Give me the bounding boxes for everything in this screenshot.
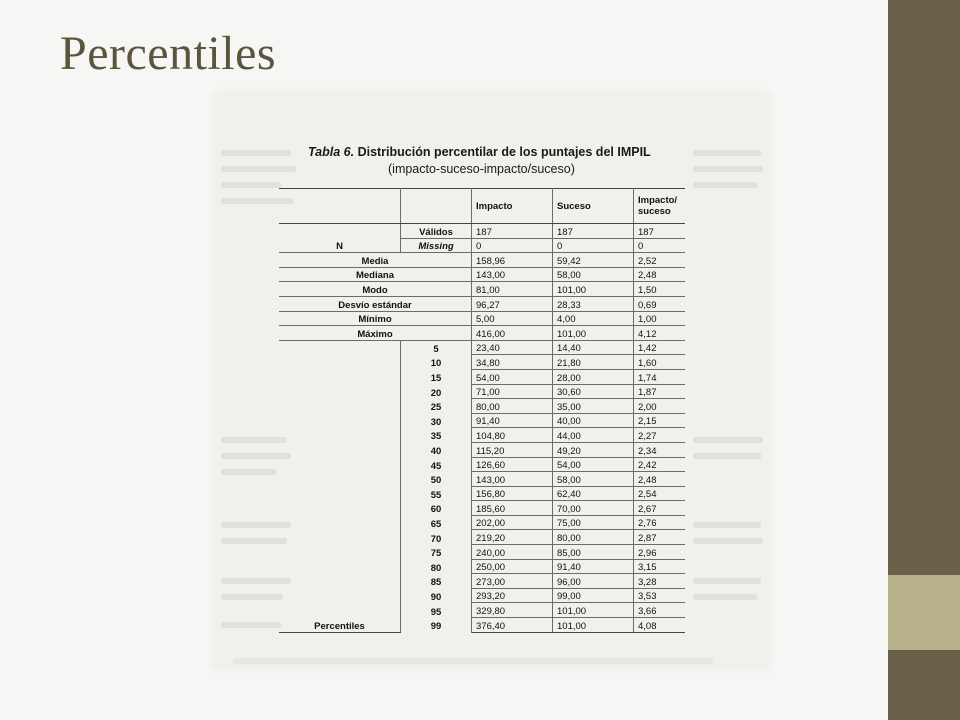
percentile-rank: 25 (401, 399, 472, 414)
cell-value: 2,42 (634, 457, 686, 472)
cell-value: 416,00 (472, 326, 553, 341)
slide-title: Percentiles (60, 27, 277, 80)
cell-value: 30,60 (553, 384, 634, 399)
cell-value: 21,80 (553, 355, 634, 370)
percentile-rank: 55 (401, 486, 472, 501)
percentile-rank: 95 (401, 603, 472, 618)
cell-value: 3,66 (634, 603, 686, 618)
cell-value: 250,00 (472, 559, 553, 574)
percentile-rank: 70 (401, 530, 472, 545)
cell-value: 35,00 (553, 399, 634, 414)
cell-value: 91,40 (553, 559, 634, 574)
percentile-rank: 80 (401, 559, 472, 574)
cell-value: 126,60 (472, 457, 553, 472)
cell-value: 2,48 (634, 472, 686, 487)
header-col-blank (279, 189, 401, 224)
cell-value: 14,40 (553, 340, 634, 355)
table-row-stat (279, 282, 685, 297)
stat-label: Media (279, 253, 472, 268)
stat-label: Modo (279, 282, 472, 297)
cell-value: 40,00 (553, 413, 634, 428)
cell-value: 187 (472, 224, 553, 239)
cell-value: 28,00 (553, 369, 634, 384)
cell-value: 0,69 (634, 296, 686, 311)
validos-label: Válidos (401, 224, 472, 239)
table-row-stat (279, 253, 685, 268)
cell-value: 4,08 (634, 618, 686, 633)
cell-value: 28,33 (553, 296, 634, 311)
percentile-rank: 50 (401, 472, 472, 487)
table-caption (308, 144, 708, 178)
percentile-rank: 35 (401, 428, 472, 443)
cell-value: 101,00 (553, 282, 634, 297)
cell-value: 101,00 (553, 326, 634, 341)
percentile-rank: 20 (401, 384, 472, 399)
cell-value: 59,42 (553, 253, 634, 268)
cell-value: 101,00 (553, 603, 634, 618)
cell-value: 80,00 (553, 530, 634, 545)
cell-value: 185,60 (472, 501, 553, 516)
cell-value: 81,00 (472, 282, 553, 297)
stat-label: Desvío estándar (279, 296, 472, 311)
cell-value: 85,00 (553, 545, 634, 560)
cell-value: 3,15 (634, 559, 686, 574)
header-col-blank-2 (401, 189, 472, 224)
cell-value: 2,34 (634, 442, 686, 457)
missing-label: Missing (401, 238, 472, 253)
stat-label: Mediana (279, 267, 472, 282)
cell-value: 1,42 (634, 340, 686, 355)
cell-value: 2,00 (634, 399, 686, 414)
table-caption-subtitle: (impacto-suceso-impacto/suceso) (388, 162, 575, 176)
percentile-rank: 75 (401, 545, 472, 560)
cell-value: 2,67 (634, 501, 686, 516)
percentile-rank: 60 (401, 501, 472, 516)
side-accent-bar-bottom (888, 650, 960, 720)
header-impacto: Impacto (472, 189, 553, 224)
cell-value: 2,15 (634, 413, 686, 428)
cell-value: 101,00 (553, 618, 634, 633)
percentile-rank: 99 (401, 618, 472, 633)
cell-value: 1,60 (634, 355, 686, 370)
cell-value: 202,00 (472, 515, 553, 530)
percentile-rank: 85 (401, 574, 472, 589)
percentile-table (279, 188, 685, 633)
cell-value: 54,00 (553, 457, 634, 472)
cell-value: 23,40 (472, 340, 553, 355)
cell-value: 2,27 (634, 428, 686, 443)
percentile-rank: 65 (401, 515, 472, 530)
table-row-stat (279, 296, 685, 311)
cell-value: 143,00 (472, 267, 553, 282)
cell-value: 2,87 (634, 530, 686, 545)
cell-value: 156,80 (472, 486, 553, 501)
percentiles-label: Percentiles (279, 340, 401, 632)
cell-value: 91,40 (472, 413, 553, 428)
cell-value: 34,80 (472, 355, 553, 370)
table-header-row (279, 189, 685, 224)
cell-value: 240,00 (472, 545, 553, 560)
cell-value: 3,53 (634, 588, 686, 603)
cell-value: 75,00 (553, 515, 634, 530)
cell-value: 96,27 (472, 296, 553, 311)
cell-value: 44,00 (553, 428, 634, 443)
percentile-rank: 90 (401, 588, 472, 603)
cell-value: 4,12 (634, 326, 686, 341)
cell-value: 4,00 (553, 311, 634, 326)
cell-value: 1,87 (634, 384, 686, 399)
cell-value: 219,20 (472, 530, 553, 545)
cell-value: 1,00 (634, 311, 686, 326)
cell-value: 0 (553, 238, 634, 253)
cell-value: 99,00 (553, 588, 634, 603)
table-row-stat (279, 326, 685, 341)
percentile-rank: 5 (401, 340, 472, 355)
cell-value: 187 (634, 224, 686, 239)
table-row-n-validos (279, 224, 685, 239)
percentile-rank: 10 (401, 355, 472, 370)
stat-label: Máximo (279, 326, 472, 341)
cell-value: 62,40 (553, 486, 634, 501)
table-caption-title: Distribución percentilar de los puntajes del IMPIL (354, 145, 651, 159)
cell-value: 70,00 (553, 501, 634, 516)
cell-value: 1,74 (634, 369, 686, 384)
table-row-stat (279, 311, 685, 326)
cell-value: 96,00 (553, 574, 634, 589)
cell-value: 293,20 (472, 588, 553, 603)
cell-value: 115,20 (472, 442, 553, 457)
percentile-rank: 45 (401, 457, 472, 472)
cell-value: 0 (634, 238, 686, 253)
header-impacto-suceso: Impacto/ suceso (634, 189, 686, 224)
cell-value: 2,48 (634, 267, 686, 282)
cell-value: 54,00 (472, 369, 553, 384)
cell-value: 273,00 (472, 574, 553, 589)
cell-value: 158,96 (472, 253, 553, 268)
cell-value: 5,00 (472, 311, 553, 326)
cell-value: 2,52 (634, 253, 686, 268)
cell-value: 143,00 (472, 472, 553, 487)
cell-value: 58,00 (553, 267, 634, 282)
side-accent-bar-top (888, 0, 960, 575)
table-row-percentile (279, 340, 685, 355)
cell-value: 104,80 (472, 428, 553, 443)
cell-value: 80,00 (472, 399, 553, 414)
cell-value: 329,80 (472, 603, 553, 618)
n-label: N (279, 224, 401, 253)
stat-label: Mínimo (279, 311, 472, 326)
table-row-stat (279, 267, 685, 282)
cell-value: 187 (553, 224, 634, 239)
percentile-rank: 30 (401, 413, 472, 428)
percentile-rank: 40 (401, 442, 472, 457)
cell-value: 0 (472, 238, 553, 253)
cell-value: 376,40 (472, 618, 553, 633)
percentile-rank: 15 (401, 369, 472, 384)
header-suceso: Suceso (553, 189, 634, 224)
cell-value: 49,20 (553, 442, 634, 457)
cell-value: 71,00 (472, 384, 553, 399)
cell-value: 3,28 (634, 574, 686, 589)
cell-value: 58,00 (553, 472, 634, 487)
cell-value: 2,76 (634, 515, 686, 530)
table-caption-label: Tabla 6. (308, 145, 355, 159)
side-accent-bar-middle (888, 575, 960, 650)
scanned-page-image (213, 92, 770, 670)
cell-value: 2,54 (634, 486, 686, 501)
cell-value: 2,96 (634, 545, 686, 560)
cell-value: 1,50 (634, 282, 686, 297)
